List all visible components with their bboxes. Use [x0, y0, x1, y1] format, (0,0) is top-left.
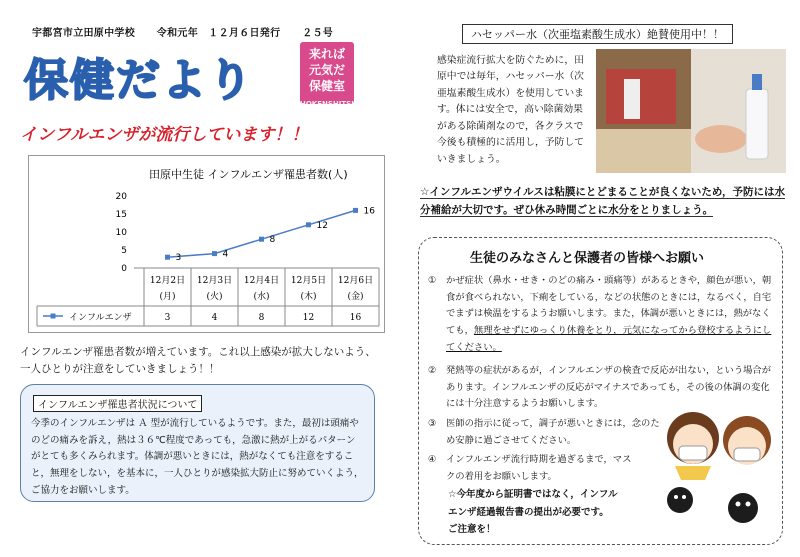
data-label: 4 — [222, 249, 229, 260]
request-text-1: かぜ症状（鼻水・せき・のどの痛み・頭痛等）があるときや，顔色が悪い，朝食が食べられない，下痢をしている，などの状態のときには，なるべく，自宅でまずは検温をするようお願いします。また，体調が悪いときには，熱がなくても， — [446, 275, 772, 337]
request-text-2: 発熱等の症状があるが，インフルエンザの検査で反応が出ない，という場合があります。インフルエンザの反応がマイナスであっても，その後の体調の変化には十分注意するようお願いします。 — [446, 365, 772, 410]
request-text-3: 医師の指示に従って，調子が悪いときには，念のため安静に過ごさせてください。 — [446, 418, 660, 446]
data-point — [306, 222, 311, 227]
y-tick-label: 5 — [121, 246, 127, 256]
issue-number: ２５号 — [302, 28, 334, 39]
virus-note — [420, 183, 790, 220]
category-day-label: (水) — [253, 292, 270, 302]
chart-series — [165, 206, 375, 263]
y-tick-label: 20 — [115, 192, 127, 202]
hasepper-text: 感染症流行拡大を防ぐために，田原中では毎年，ハセッパー水（次亜塩素酸生成水）を使用しています。体には安全で，高い除菌効果がある除菌剤なので，各クラスで今後も積極的に活用し，予防していきましょう。 — [437, 55, 584, 165]
cert-note-line-2: エンザ経過報告書の提出が必要です。 — [448, 506, 609, 518]
cert-note-line-3: ご注意を！ — [448, 524, 496, 536]
table-value: 8 — [258, 313, 265, 323]
school-name: 宇都宮市立田原中学校 — [32, 28, 135, 39]
data-point — [212, 251, 217, 256]
newsletter-title: 保健だより — [24, 55, 254, 106]
logo-sub: HOKENSHITSU — [300, 100, 357, 108]
data-label: 3 — [175, 253, 182, 264]
chart-svg — [29, 156, 384, 332]
request-title: 生徒のみなさんと保護者の皆様へお願い — [470, 251, 705, 266]
logo-line-3: 保健室 — [308, 79, 345, 93]
table-value: 3 — [164, 313, 171, 323]
table-value: 12 — [302, 313, 315, 323]
request-num-2: ② — [428, 365, 437, 376]
category-day-label: (金) — [347, 292, 364, 302]
left-paragraph: インフルエンザ罹患者数が増えています。これ以上感染が拡大しないよう、一人ひとりが注意をしていきましょう！！ — [20, 346, 376, 375]
request-item-1 — [428, 273, 778, 357]
request-num-4: ④ — [428, 454, 437, 465]
legend-marker — [51, 314, 56, 319]
data-point — [165, 255, 170, 260]
hasepper-title: ハセッパー水（次亜塩素酸生成水）絶賛使用中！！ — [462, 24, 733, 44]
kids-mask-illustration — [655, 400, 785, 540]
status-box — [20, 384, 375, 502]
data-label: 12 — [316, 220, 328, 231]
data-label: 16 — [363, 206, 375, 217]
certificate-note — [448, 486, 617, 539]
hokenshitsu-logo — [300, 42, 357, 108]
issue-date: 令和元年 １２月６日発行 — [156, 28, 281, 39]
series-line — [168, 210, 356, 257]
status-title: インフルエンザ罹患者状況について — [33, 395, 202, 412]
header-line — [32, 24, 351, 39]
data-point — [259, 237, 264, 242]
chart-data-table — [37, 268, 379, 326]
category-date-label: 12月4日 — [243, 276, 280, 286]
status-text: 今季のインフルエンザは Ａ 型が流行しているようです。また，最初は頭痛やのどの痛みを訴え，熱は３６℃程度であっても，急激に熱が上がるパターンがとても多くみられます。体調が悪いときには，熱がなくても注意をすること，無理をしない，を基本に，一人ひとりが感染拡大防止に努めていくよう，ご協力をお願いします。 — [31, 418, 364, 496]
cert-note-line-1: ☆今年度から証明書ではなく，インフル — [448, 489, 618, 500]
data-label: 8 — [269, 235, 276, 246]
request-item-4 — [428, 452, 638, 485]
category-day-label: (火) — [206, 292, 223, 302]
logo-line-2: 元気だ — [308, 63, 345, 77]
y-axis-ticks — [116, 192, 128, 274]
request-num-3: ③ — [428, 418, 437, 429]
logo-line-1: 来れば — [308, 47, 345, 61]
flu-headline: インフルエンザが流行しています！！ — [20, 125, 309, 145]
request-item-3 — [428, 416, 660, 449]
category-day-label: (月) — [159, 292, 176, 302]
y-tick-label: 15 — [115, 210, 127, 220]
table-value: 4 — [211, 313, 218, 323]
y-tick-label: 0 — [121, 264, 127, 274]
hasepper-photo — [596, 49, 786, 173]
category-day-label: (木) — [300, 292, 317, 302]
category-date-label: 12月3日 — [196, 276, 233, 286]
virus-note-text: ☆インフルエンザウイルスは粘膜にとどまることが良くないため，予防には水分補給が大切です。ぜひ休み時間ごとに水分をとりましょう。 — [420, 186, 785, 217]
request-text-4: インフルエンザ流行時期を過ぎるまで，マスクの着用をお願いします。 — [446, 454, 632, 482]
y-tick-label: 10 — [115, 228, 127, 238]
photo-illustration — [596, 49, 786, 173]
request-num-1: ① — [428, 275, 437, 286]
request-text-1-underlined: 無理をせずにゆっくり休養をとり，元気になってから登校するようにしてください。 — [446, 325, 772, 353]
category-date-label: 12月5日 — [290, 276, 327, 286]
flu-chart — [28, 155, 385, 333]
legend-label: インフルエンザ — [69, 313, 132, 323]
table-value: 16 — [349, 313, 362, 323]
category-date-label: 12月6日 — [337, 276, 374, 286]
category-date-label: 12月2日 — [149, 276, 186, 286]
data-point — [353, 208, 358, 213]
chart-title: 田原中生徒 インフルエンザ罹患者数(人) — [149, 168, 348, 181]
